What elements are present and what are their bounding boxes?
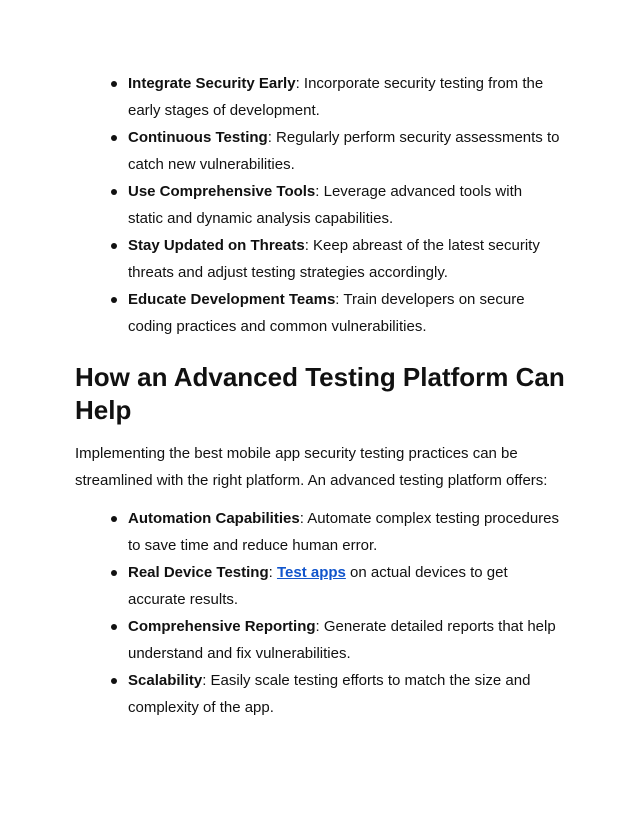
list-item (111, 559, 561, 613)
item-term: Automation Capabilities (128, 510, 300, 527)
list-item (111, 505, 561, 559)
item-separator: : (268, 564, 277, 581)
item-separator: : (202, 672, 211, 689)
item-term: Scalability (128, 672, 203, 689)
item-term: Stay Updated on Threats (128, 237, 305, 254)
item-separator: : (315, 618, 324, 635)
intro-paragraph: Implementing the best mobile app security testing practices can be streamlined with the right platform. An advanced testing platform offers: (75, 445, 548, 489)
item-description: on actual devices to get accurate results. (128, 564, 508, 608)
best-practices-list (111, 70, 561, 340)
item-description: Incorporate security testing from the early stages of development. (128, 75, 544, 119)
item-description: Automate complex testing procedures to save time and reduce human error. (128, 510, 560, 554)
bullet-icon (111, 189, 117, 195)
item-description: Keep abreast of the latest security threats and adjust testing strategies accordingly. (128, 237, 540, 281)
bullet-icon (111, 678, 117, 684)
bullet-icon (111, 516, 117, 522)
item-description: Generate detailed reports that help understand and fix vulnerabilities. (128, 618, 556, 662)
item-description: Leverage advanced tools with static and dynamic analysis capabilities. (128, 183, 523, 227)
item-term: Use Comprehensive Tools (128, 183, 316, 200)
list-item (111, 70, 561, 124)
item-separator: : (299, 510, 308, 527)
item-separator: : (304, 237, 314, 254)
item-term: Educate Development Teams (128, 291, 336, 308)
item-separator: : (315, 183, 324, 200)
list-item (111, 667, 561, 721)
bullet-icon (111, 81, 117, 87)
item-separator: : (295, 75, 304, 92)
bullet-icon (111, 135, 117, 141)
item-description: Regularly perform security assessments to catch new vulnerabilities. (128, 129, 560, 173)
list-item (111, 286, 561, 340)
section-heading: How an Advanced Testing Platform Can Help (75, 362, 565, 425)
item-description: Easily scale testing efforts to match the size and complexity of the app. (128, 672, 531, 716)
item-separator: : (267, 129, 277, 146)
list-item (111, 124, 561, 178)
item-term: Integrate Security Early (128, 75, 296, 92)
list-item (111, 178, 561, 232)
item-term: Continuous Testing (128, 129, 268, 146)
list-item (111, 613, 561, 667)
bullet-icon (111, 243, 117, 249)
platform-features-list (111, 505, 561, 721)
bullet-icon (111, 297, 117, 303)
item-term: Comprehensive Reporting (128, 618, 316, 635)
bullet-icon (111, 624, 117, 630)
test-apps-link[interactable]: Test apps (276, 564, 346, 581)
item-term: Real Device Testing (128, 564, 269, 581)
list-item (111, 232, 561, 286)
item-description: Train developers on secure coding practices and common vulnerabilities. (128, 291, 525, 335)
bullet-icon (111, 570, 117, 576)
item-separator: : (335, 291, 344, 308)
